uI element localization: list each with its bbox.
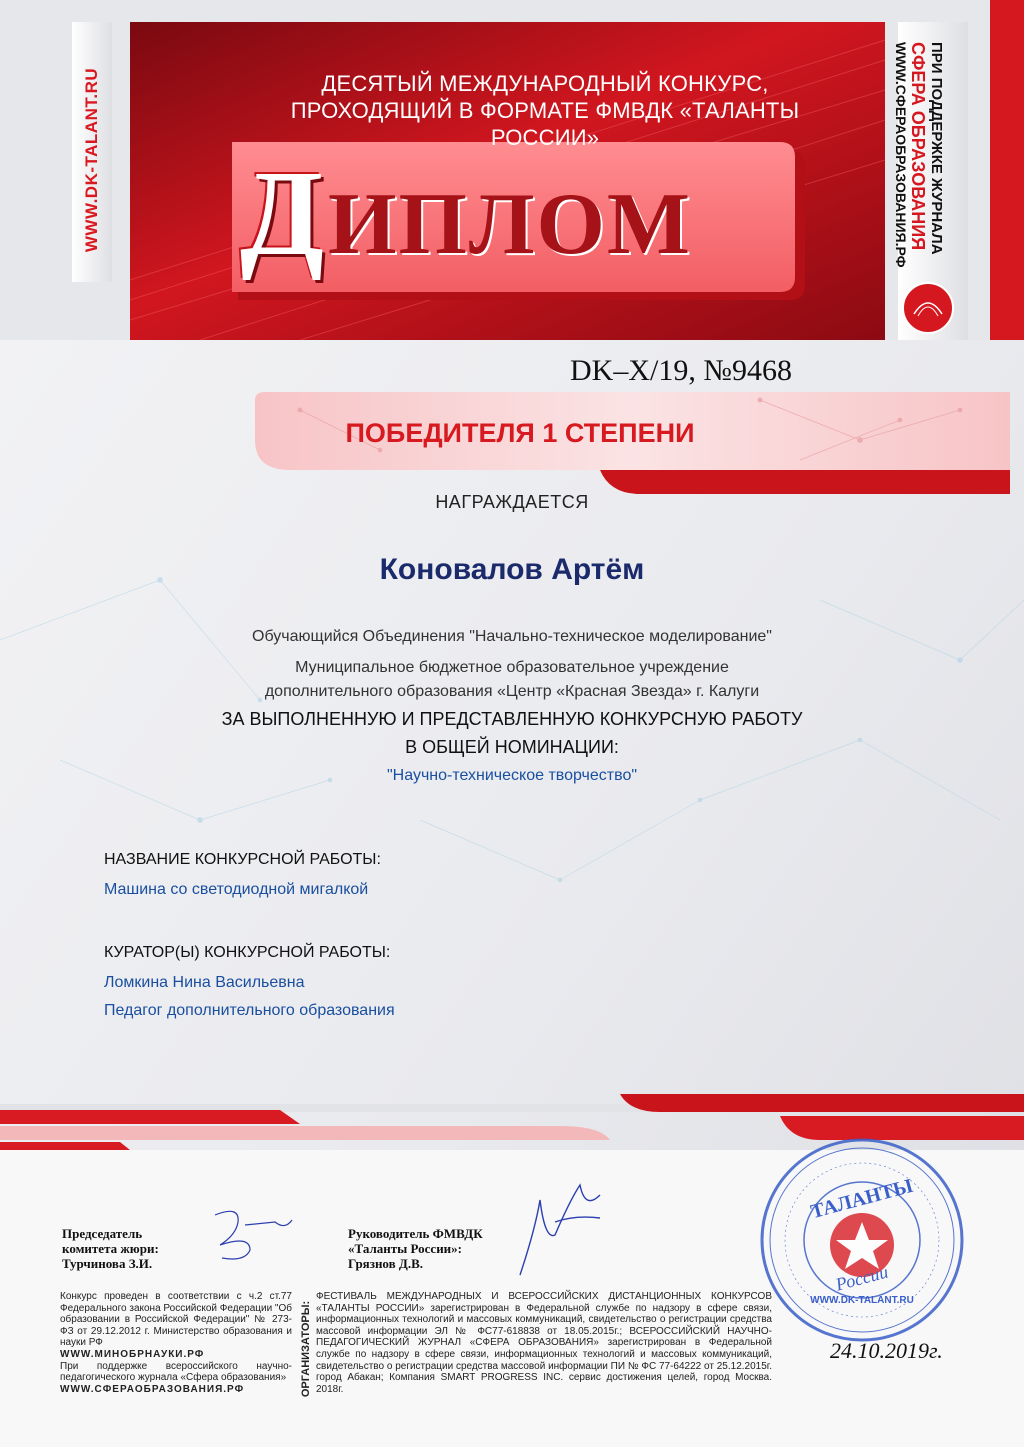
stamp — [762, 1140, 962, 1340]
work-title-label: НАЗВАНИЕ КОНКУРСНОЙ РАБОТЫ: — [104, 851, 381, 868]
legal-support-text: При поддержке всероссийского научно-педагогического журнала «Сфера образования» — [60, 1360, 292, 1384]
journal-logo-icon — [904, 284, 952, 332]
work-title-value: Машина со светодиодной мигалкой — [104, 881, 369, 898]
legal-notice — [60, 1291, 292, 1395]
chair-committee: комитета жюри: — [62, 1241, 159, 1256]
legal-text: Конкурс проведен в соответствии с ч.2 ст.77 Федерального закона Российской Федерации "Об образовании в Российской Федерации" № 273-ФЗ от 29.12.2012 г. Министерство образования и науки РФ — [60, 1291, 292, 1349]
contest-header-line1: ДЕСЯТЫЙ МЕЖДУНАРОДНЫЙ КОНКУРС, — [321, 71, 769, 96]
issue-date: 24.10.2019г. — [830, 1338, 943, 1363]
diploma-title-rest: ИПЛОМ — [328, 176, 692, 273]
contest-header — [235, 70, 855, 151]
stamp-url: WWW.DK-TALANT.RU — [810, 1295, 914, 1306]
organizers-text: ФЕСТИВАЛЬ МЕЖДУНАРОДНЫХ И ВСЕРОССИЙСКИХ ДИСТАНЦИОННЫХ КОНКУРСОВ «ТАЛАНТЫ РОССИИ» зарегистрирован в Федеральной службе по надзору в сфере связи, информационных технологий и массовых коммуникаций, свидетельство о регистрации средства массовой информации ЭЛ № ФС77-618838 от 18.05.2015г.; ВСЕРОССИЙСКИЙ НАУЧНО-ПЕДАГОГИЧЕСКИЙ ЖУРНАЛ «СФЕРА ОБРАЗОВАНИЯ» зарегистрирован в Федеральной службе по надзору в сфере связи, информационных технологий и массовых коммуникаций, свидетельство о регистрации средства массовой информации ПИ № ФС 77-64222 от 25.12.2015г. город Абакан; Компания SMART PROGRESS INC. сервис достижения целей, город Москва. 2018г. — [316, 1291, 772, 1395]
contest-header-line2: ПРОХОДЯЩИЙ В ФОРМАТЕ ФМВДК «ТАЛАНТЫ РОССИИ» — [290, 98, 800, 150]
site-url-text: WWW.DK-TALANT.RU — [82, 67, 101, 253]
diploma-title — [240, 148, 820, 298]
head-title: Руководитель ФМВДК — [348, 1226, 483, 1241]
ministry-url: WWW.МИНОБРНАУКИ.РФ — [60, 1348, 205, 1360]
chair-title: Председатель — [62, 1226, 143, 1241]
stamp-subtitle: России — [833, 1261, 891, 1295]
head-signature-block — [348, 1226, 483, 1271]
nomination: "Научно-техническое творчество" — [386, 767, 638, 784]
body-line-1: Обучающийся Объединения "Начально-техническое моделирование" — [252, 628, 772, 645]
journal-support-line3: WWW.СФЕРАОБРАЗОВАНИЯ.РФ — [893, 42, 909, 268]
diploma-title-initial: Д — [240, 146, 324, 281]
chair-signature-block — [62, 1226, 159, 1271]
journal-support-line2: СФЕРА ОБРАЗОВАНИЯ — [908, 42, 928, 251]
journal-logo — [902, 282, 954, 334]
journal-support-line1: ПРИ ПОДДЕРЖКЕ ЖУРНАЛА — [928, 42, 945, 255]
awarded-label: НАГРАЖДАЕТСЯ — [435, 492, 589, 512]
recipient-name: Коновалов Артём — [379, 553, 645, 586]
award-degree: ПОБЕДИТЕЛЯ 1 СТЕПЕНИ — [345, 418, 695, 448]
head-org: «Таланты России»: — [348, 1241, 462, 1256]
curator-name: Ломкина Нина Васильевна — [104, 974, 305, 991]
head-name: Грязнов Д.В. — [348, 1256, 423, 1271]
site-url-vertical — [72, 40, 112, 280]
stamp-title: ТАЛАНТЫ — [808, 1174, 916, 1224]
document-number: DK–X/19, №9468 — [570, 354, 792, 387]
chair-name: Турчинова З.И. — [62, 1256, 153, 1271]
curator-label: КУРАТОР(Ы) КОНКУРСНОЙ РАБОТЫ: — [104, 944, 391, 961]
body-line-2: Муниципальное бюджетное образовательное учреждение — [295, 659, 729, 676]
body-line-5: В ОБЩЕЙ НОМИНАЦИИ: — [405, 737, 619, 757]
body-line-3: дополнительного образования «Центр «Красная Звезда» г. Калуги — [264, 683, 760, 700]
curator-position: Педагог дополнительного образования — [104, 1002, 395, 1019]
body-line-4: ЗА ВЫПОЛНЕННУЮ И ПРЕДСТАВЛЕННУЮ КОНКУРСНУЮ РАБОТУ — [221, 709, 803, 729]
organizers-label-box — [300, 1290, 312, 1408]
journal-url: WWW.СФЕРАОБРАЗОВАНИЯ.РФ — [60, 1383, 245, 1395]
organizers-label: ОРГАНИЗАТОРЫ: — [300, 1300, 312, 1398]
